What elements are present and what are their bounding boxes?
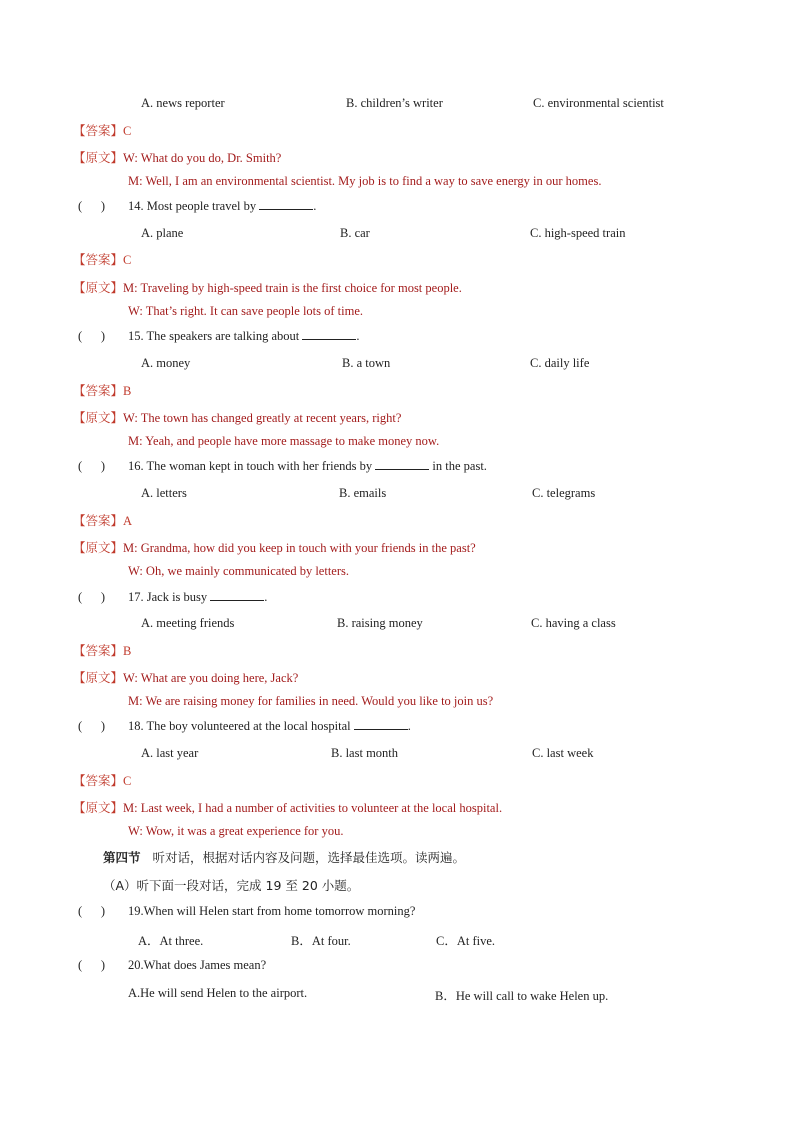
q19-option-a: A．At three.: [138, 934, 204, 948]
q13-option-a: A. news reporter: [141, 96, 225, 110]
q18-script-row: [73, 798, 502, 816]
q15-script-line1: W: The town has changed greatly at recent years, right?: [123, 411, 402, 425]
q20-paren: ( ): [78, 958, 106, 972]
script-tag: 【原文】: [73, 150, 124, 165]
q15-option-a: A. money: [141, 356, 191, 370]
q17-script-row: [73, 668, 298, 686]
q15-blank: [302, 329, 356, 340]
q19-option-b: B．At four.: [291, 934, 351, 948]
q20-option-b: B．He will call to wake Helen up.: [435, 989, 609, 1003]
q16-script-line1: M: Grandma, how did you keep in touch with your friends in the past?: [123, 541, 476, 555]
q13-script-line2: M: Well, I am an environmental scientist. My job is to find a way to save energy in our homes.: [128, 174, 602, 188]
q17-answer: B: [123, 644, 132, 658]
q16-option-b: B. emails: [339, 486, 387, 500]
q17-stem-end: .: [264, 590, 268, 604]
q18-paren: ( ): [78, 719, 106, 733]
q14-answer: C: [123, 253, 132, 267]
q14-stem-end: .: [313, 199, 317, 213]
q13-answer-row: [73, 121, 131, 139]
q20-stem: 20.What does James mean?: [128, 958, 267, 972]
q15-answer: B: [123, 384, 132, 398]
q17-script-line2: M: We are raising money for families in need. Would you like to join us?: [128, 694, 494, 708]
q17-answer-row: [73, 641, 131, 659]
q18-stem-end: .: [407, 719, 411, 733]
q17-option-a: A. meeting friends: [141, 616, 235, 630]
q17-option-b: B. raising money: [337, 616, 423, 630]
section4-title: 第四节: [103, 850, 141, 865]
q16-script-line2: W: Oh, we mainly communicated by letters.: [128, 564, 350, 578]
q15-paren: ( ): [78, 329, 106, 343]
q17-option-c: C. having a class: [531, 616, 616, 630]
q15-stem-end: .: [356, 329, 360, 343]
section4-sub-a: （A）听下面一段对话，完成 19 至 20 小题。: [103, 878, 360, 893]
q16-stem: [128, 459, 487, 474]
q14-paren: ( ): [78, 199, 106, 213]
q17-script-line1: W: What are you doing here, Jack?: [123, 671, 299, 685]
q14-stem-text: 14. Most people travel by: [128, 199, 257, 213]
q19-paren: ( ): [78, 904, 106, 918]
script-tag: 【原文】: [73, 410, 124, 425]
q17-paren: ( ): [78, 590, 106, 604]
q18-script-line2: W: Wow, it was a great experience for you.: [128, 824, 344, 838]
q18-option-a: A. last year: [141, 746, 199, 760]
script-tag: 【原文】: [73, 540, 124, 555]
q13-answer: C: [123, 124, 132, 138]
q15-script-line2: M: Yeah, and people have more massage to make money now.: [128, 434, 440, 448]
q16-answer-row: [73, 511, 132, 529]
answer-tag: 【答案】: [73, 773, 124, 788]
q14-script-line1: M: Traveling by high-speed train is the first choice for most people.: [123, 281, 462, 295]
q15-option-b: B. a town: [342, 356, 391, 370]
q13-option-c: C. environmental scientist: [533, 96, 664, 110]
q16-script-row: [73, 538, 476, 556]
answer-tag: 【答案】: [73, 643, 124, 658]
q14-option-c: C. high-speed train: [530, 226, 626, 240]
q18-option-c: C. last week: [532, 746, 594, 760]
q13-option-b: B. children’s writer: [346, 96, 443, 110]
q15-option-c: C. daily life: [530, 356, 590, 370]
q18-answer: C: [123, 774, 132, 788]
q15-stem-text: 15. The speakers are talking about: [128, 329, 300, 343]
q15-stem: [128, 329, 360, 344]
q16-option-a: A. letters: [141, 486, 187, 500]
answer-tag: 【答案】: [73, 383, 124, 398]
section4-instruction: 听对话，根据对话内容及问题，选择最佳选项。读两遍。: [152, 850, 465, 865]
q13-script-line1: W: What do you do, Dr. Smith?: [123, 151, 282, 165]
section4-heading: [103, 848, 465, 866]
q14-blank: [259, 199, 313, 210]
q16-blank: [375, 459, 429, 470]
q18-answer-row: [73, 771, 131, 789]
q15-script-row: [73, 408, 401, 426]
q20-option-a: A.He will send Helen to the airport.: [128, 986, 308, 1000]
q18-stem-text: 18. The boy volunteered at the local hospital: [128, 719, 351, 733]
q14-option-a: A. plane: [141, 226, 184, 240]
q17-blank: [210, 590, 264, 601]
q14-script-row: [73, 278, 462, 296]
q16-option-c: C. telegrams: [532, 486, 596, 500]
q19-stem: 19.When will Helen start from home tomorrow morning?: [128, 904, 416, 918]
q19-option-c: C．At five.: [436, 934, 496, 948]
q16-paren: ( ): [78, 459, 106, 473]
answer-tag: 【答案】: [73, 123, 124, 138]
answer-tag: 【答案】: [73, 252, 124, 267]
q18-blank: [354, 719, 408, 730]
script-tag: 【原文】: [73, 800, 124, 815]
q14-option-b: B. car: [340, 226, 370, 240]
q14-stem: [128, 199, 316, 214]
q14-script-line2: W: That’s right. It can save people lots of time.: [128, 304, 364, 318]
q16-answer: A: [123, 514, 133, 528]
script-tag: 【原文】: [73, 670, 124, 685]
q13-script-row: [73, 148, 281, 166]
q18-script-line1: M: Last week, I had a number of activities to volunteer at the local hospital.: [123, 801, 503, 815]
q18-option-b: B. last month: [331, 746, 399, 760]
q18-stem: [128, 719, 411, 734]
answer-tag: 【答案】: [73, 513, 124, 528]
q15-answer-row: [73, 381, 131, 399]
script-tag: 【原文】: [73, 280, 124, 295]
q16-stem-text: 16. The woman kept in touch with her friends by: [128, 459, 373, 473]
q17-stem-text: 17. Jack is busy: [128, 590, 208, 604]
q14-answer-row: [73, 250, 131, 268]
q16-stem-end: in the past.: [432, 459, 487, 473]
q17-stem: [128, 590, 267, 605]
